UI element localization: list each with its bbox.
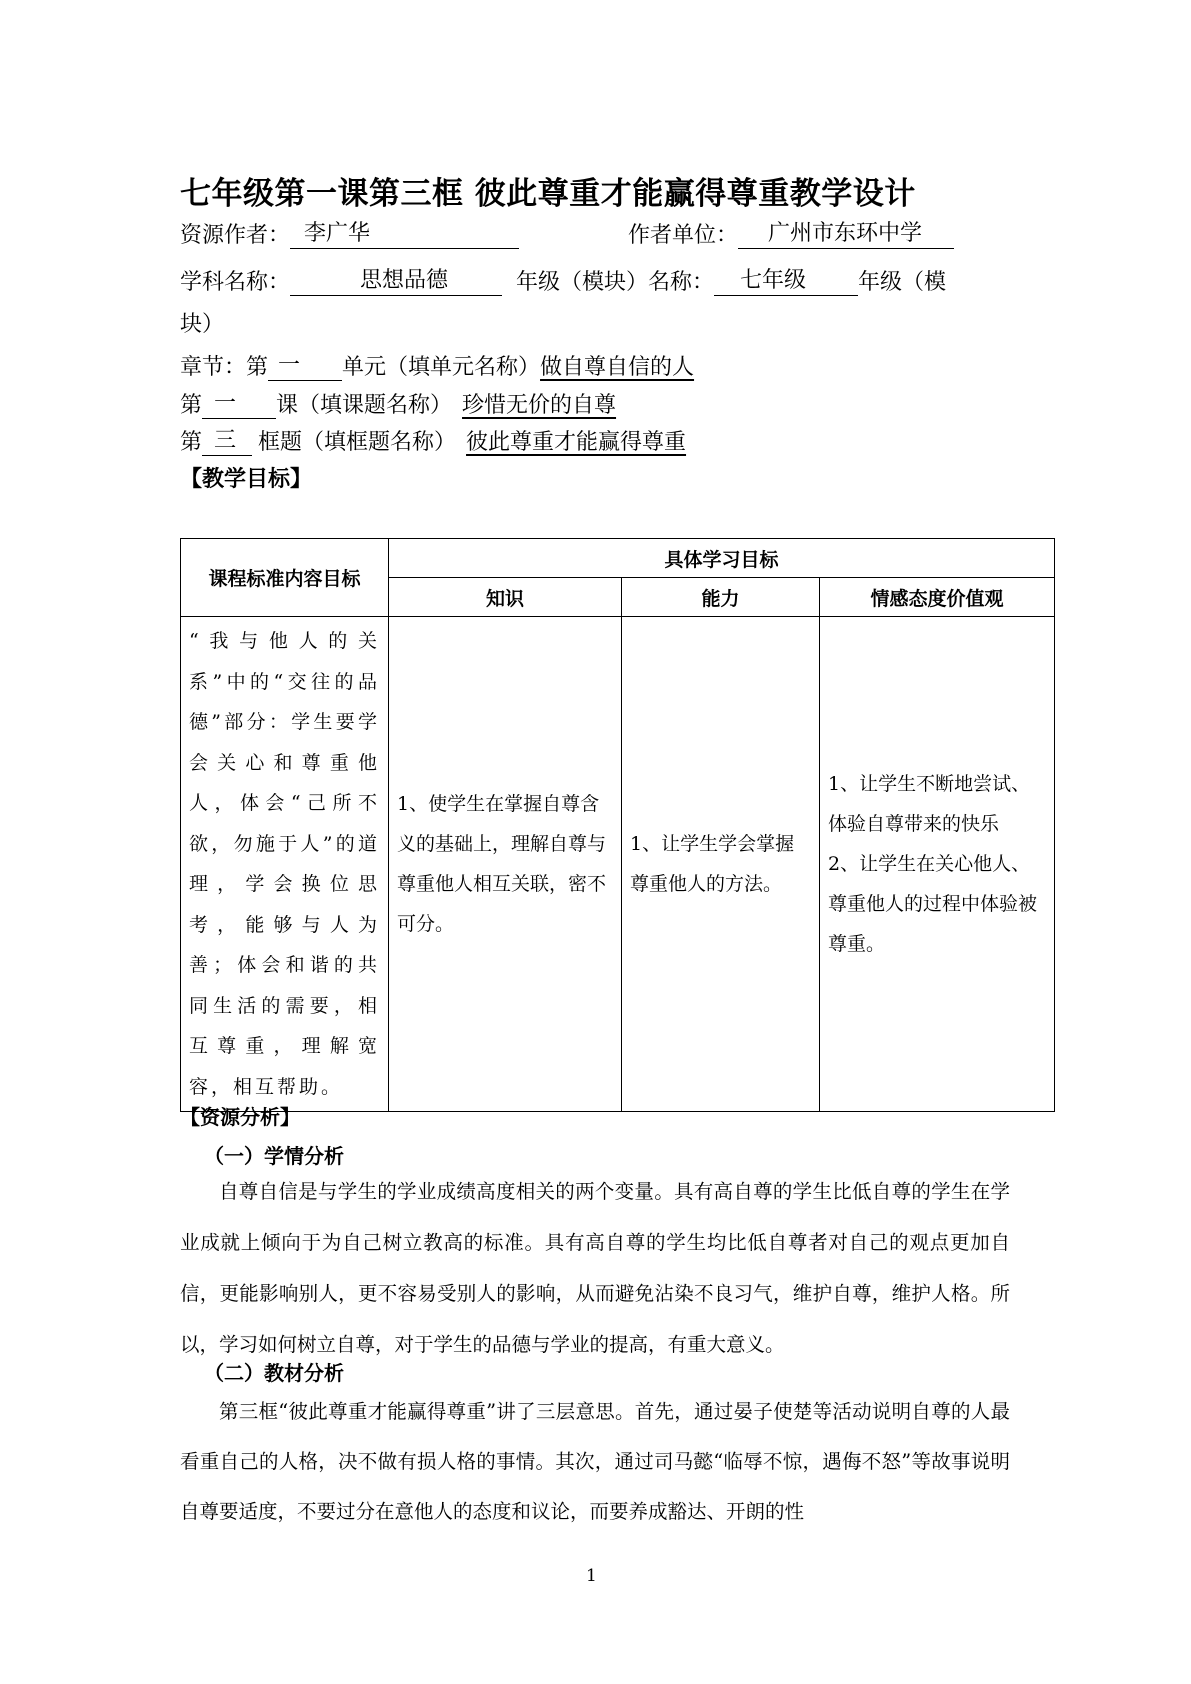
- emotion-item-2: 2、让学生在关心他人、尊重他人的过程中体验被尊重。: [828, 853, 1038, 955]
- header-ability: 能力: [622, 578, 820, 617]
- frame-number: 三: [202, 427, 252, 456]
- document-title: 七年级第一课第三框 彼此尊重才能赢得尊重教学设计: [180, 176, 916, 212]
- chapter-number: 一: [268, 352, 342, 381]
- header-knowledge: 知识: [389, 578, 622, 617]
- emotion-cell: [820, 617, 1055, 1112]
- lesson-prefix: 第: [180, 393, 203, 418]
- lesson-number: 一: [202, 390, 276, 419]
- chapter-line: [180, 350, 694, 381]
- grade-label: 年级（模块）名称：: [516, 270, 715, 295]
- student-analysis-paragraph: 自尊自信是与学生的学业成绩高度相关的两个变量。具有高自尊的学生比低自尊的学生在学业成就上倾向于为自己树立教高的标准。具有高自尊的学生均比低自尊者对自己的观点更加自信，更能影响别人，更不容易受别人的影响，从而避免沾染不良习气，维护自尊，维护人格。所以，学习如何树立自尊，对于学生的品德与学业的提高，有重大意义。: [180, 1180, 1010, 1356]
- lesson-line: [180, 388, 616, 419]
- author-label: 资源作者：: [180, 223, 291, 248]
- grade-suffix-line: 块）: [180, 312, 225, 337]
- header-standard: 课程标准内容目标: [181, 539, 389, 617]
- author-line: [180, 218, 519, 249]
- standard-cell: “我与他人的关系”中的“交往的品德”部分：学生要学会关心和尊重他人，体会“己所不欲，勿施于人”的道理，学会换位思考，能够与人为善；体会和谐的共同生活的需要，相互尊重，理解宽容，相互帮助。: [181, 617, 389, 1112]
- subject-line: [180, 265, 946, 296]
- objectives-table: [180, 538, 1055, 1112]
- subsection-material-analysis: （二）教材分析: [204, 1361, 344, 1385]
- author-value: 李广华: [290, 220, 519, 249]
- subsection-student-analysis: （一）学情分析: [204, 1144, 344, 1168]
- section-resource-analysis: 【资源分析】: [180, 1105, 300, 1129]
- table-header-row: [181, 539, 1055, 578]
- chapter-name: 做自尊自信的人: [540, 355, 695, 380]
- emotion-item-1: 1、让学生不断地尝试、体验自尊带来的快乐: [828, 773, 1031, 835]
- header-emotion: 情感态度价值观: [820, 578, 1055, 617]
- lesson-name: 珍惜无价的自尊: [462, 393, 617, 418]
- page-number: 1: [586, 1566, 597, 1586]
- subject-value: 思想品德: [290, 267, 502, 296]
- material-analysis-paragraph: 第三框“彼此尊重才能赢得尊重”讲了三层意思。首先，通过晏子使楚等活动说明自尊的人最看重自己的人格，决不做有损人格的事情。其次，通过司马懿“临辱不惊，遇侮不怒”等故事说明自尊要适度，不要过分在意他人的态度和议论，而要养成豁达、开朗的性: [180, 1400, 1010, 1523]
- grade-suffix: 年级（模: [858, 270, 947, 295]
- unit-value: 广州市东环中学: [738, 220, 954, 249]
- unit-line: [628, 218, 954, 249]
- section-teaching-goals: 【教学目标】: [180, 467, 313, 492]
- frame-line: [180, 425, 686, 456]
- chapter-mid: 单元（填单元名称）: [342, 355, 541, 380]
- frame-mid: 框题（填框题名称）: [258, 430, 457, 455]
- header-specific: 具体学习目标: [389, 539, 1055, 578]
- knowledge-cell: 1、使学生在掌握自尊含义的基础上，理解自尊与尊重他人相互关联，密不可分。: [389, 617, 622, 1112]
- lesson-mid: 课（填课题名称）: [276, 393, 453, 418]
- ability-cell: 1、让学生学会掌握尊重他人的方法。: [622, 617, 820, 1112]
- table-row: [181, 617, 1055, 1112]
- subject-label: 学科名称：: [180, 270, 291, 295]
- frame-prefix: 第: [180, 430, 203, 455]
- frame-name: 彼此尊重才能赢得尊重: [466, 430, 687, 455]
- grade-value: 七年级: [714, 267, 858, 296]
- chapter-prefix: 章节：第: [180, 355, 269, 380]
- unit-label: 作者单位：: [628, 223, 739, 248]
